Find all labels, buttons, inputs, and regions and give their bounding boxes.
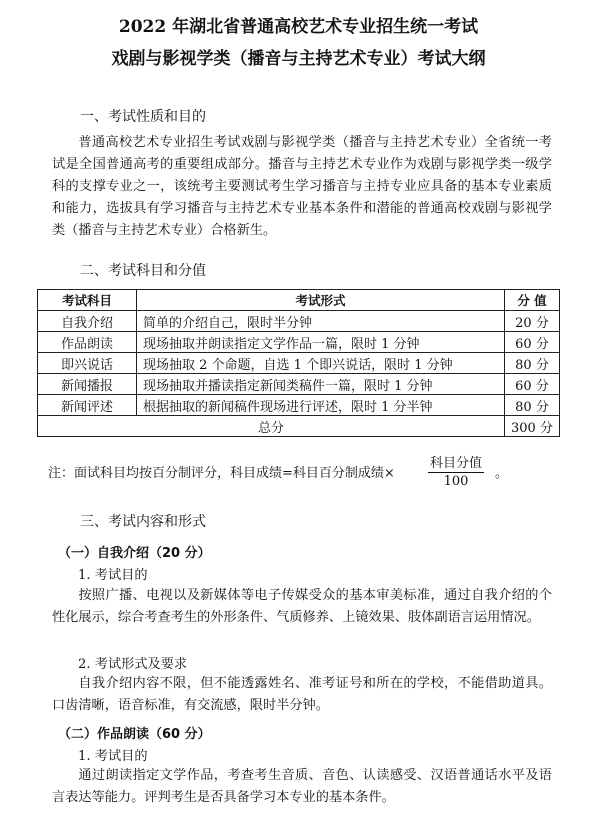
score-fraction [428, 455, 484, 490]
table-row [38, 374, 560, 395]
part1-goal-body: 按照广播、电视以及新媒体等电子传媒受众的基本审美标准，通过自我介绍的个性化展示，综合考查考生的外形条件、气质修养、上镜效果、肢体副语言运用情况。 [52, 588, 552, 625]
table-row [38, 395, 560, 416]
section1-heading: 一、考试性质和目的 [80, 109, 206, 125]
table-row [38, 311, 560, 332]
cell-score: 80 分 [505, 353, 560, 374]
part2-heading: （二）作品朗读（60 分） [58, 727, 211, 742]
fraction-denominator: 100 [443, 474, 469, 489]
part2-goal-paragraph [52, 765, 552, 809]
cell-subject: 即兴说话 [38, 353, 137, 374]
part1-form-paragraph [52, 673, 552, 717]
part1-form-label: 2. 考试形式及要求 [78, 657, 188, 672]
document-title-line2: 戏剧与影视学类（播音与主持艺术专业）考试大纲 [111, 49, 486, 69]
table-total-row [38, 416, 560, 437]
table-header-row [38, 290, 560, 311]
cell-subject: 作品朗读 [38, 332, 137, 353]
section3-heading: 三、考试内容和形式 [80, 514, 206, 530]
part1-goal-label: 1. 考试目的 [78, 568, 148, 583]
section1-paragraph [52, 132, 552, 242]
cell-total-value: 300 分 [505, 416, 560, 437]
cell-total-label: 总分 [38, 416, 505, 437]
cell-format: 现场抽取 2 个命题，自选 1 个即兴说话，限时 1 分钟 [137, 353, 505, 374]
cell-subject: 新闻评述 [38, 395, 137, 416]
part2-goal-body: 通过朗读指定文学作品，考查考生音质、音色、认读感受、汉语普通话水平及语言表达等能力。评判考生是否具备学习本专业的基本条件。 [52, 768, 552, 805]
header-subject: 考试科目 [38, 290, 137, 311]
cell-format: 现场抽取并播读指定新闻类稿件一篇，限时 1 分钟 [137, 374, 505, 395]
cell-subject: 自我介绍 [38, 311, 137, 332]
table-row [38, 332, 560, 353]
table-row [38, 353, 560, 374]
section1-body: 普通高校艺术专业招生考试戏剧与影视学类（播音与主持艺术专业）全省统一考试是全国普通高考的重要组成部分。播音与主持艺术专业作为戏剧与影视学类一级学科的支撑专业之一，该统考主要测试考生学习播音与主持专业应具备的基本专业素质和能力，选拔具有学习播音与主持艺术专业基本条件和潜能的普通高校戏剧与影视学类（播音与主持艺术专业）合格新生。 [52, 135, 552, 238]
cell-score: 60 分 [505, 332, 560, 353]
part2-goal-label: 1. 考试目的 [78, 749, 148, 764]
section2-heading: 二、考试科目和分值 [80, 263, 206, 279]
document-title-line1: 2022 年湖北省普通高校艺术专业招生统一考试 [118, 17, 479, 37]
cell-score: 20 分 [505, 311, 560, 332]
part1-goal-paragraph [52, 585, 552, 629]
header-format: 考试形式 [137, 290, 505, 311]
part1-form-body: 自我介绍内容不限，但不能透露姓名、准考证号和所在的学校，不能借助道具。口齿清晰，语音标准，有交流感，限时半分钟。 [52, 676, 552, 713]
part1-heading: （一）自我介绍（20 分） [58, 546, 211, 561]
cell-subject: 新闻播报 [38, 374, 137, 395]
cell-format: 现场抽取并朗读指定文学作品一篇，限时 1 分钟 [137, 332, 505, 353]
cell-format: 简单的介绍自己，限时半分钟 [137, 311, 505, 332]
cell-score: 60 分 [505, 374, 560, 395]
score-note: 注：面试科目均按百分制评分，科目成绩=科目百分制成绩× [48, 466, 395, 481]
cell-score: 80 分 [505, 395, 560, 416]
header-score: 分 值 [505, 290, 560, 311]
fraction-numerator: 科目分值 [430, 456, 483, 471]
score-note-end: 。 [495, 466, 509, 481]
cell-format: 根据抽取的新闻稿件现场进行评述，限时 1 分半钟 [137, 395, 505, 416]
score-table [37, 289, 560, 437]
